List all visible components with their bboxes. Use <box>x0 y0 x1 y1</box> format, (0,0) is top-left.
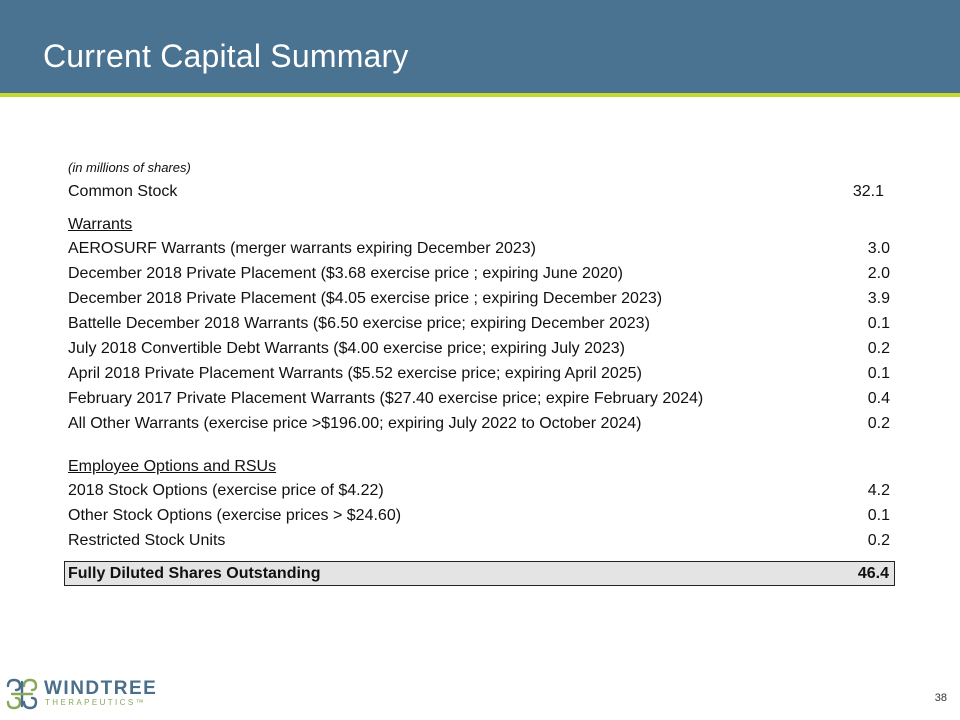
table-row <box>68 387 890 411</box>
row-value: 0.4 <box>867 390 890 407</box>
row-label: Common Stock <box>68 183 178 200</box>
page-number: 38 <box>934 692 947 704</box>
row-label: Restricted Stock Units <box>68 532 226 549</box>
row-value: 4.2 <box>867 482 890 499</box>
logo-wordmark: WINDTREE <box>44 678 158 699</box>
row-value: 0.2 <box>867 340 890 357</box>
windtree-logo <box>4 676 158 712</box>
row-value: 32.1 <box>852 183 884 200</box>
row-label: April 2018 Private Placement Warrants ($5.52 exercise price; expiring April 2025) <box>68 365 642 382</box>
row-label: Battelle December 2018 Warrants ($6.50 exercise price; expiring December 2023) <box>68 315 650 332</box>
row-label: AEROSURF Warrants (merger warrants expiring December 2023) <box>68 240 536 257</box>
row-value: 3.0 <box>867 240 890 257</box>
row-label: Other Stock Options (exercise prices > $24.60) <box>68 507 402 524</box>
total-label: Fully Diluted Shares Outstanding <box>68 565 321 582</box>
row-label: 2018 Stock Options (exercise price of $4.22) <box>68 482 384 499</box>
row-label: December 2018 Private Placement ($3.68 exercise price ; expiring June 2020) <box>68 265 623 282</box>
row-value: 0.2 <box>867 415 890 432</box>
windtree-tree-icon <box>4 676 40 712</box>
total-value: 46.4 <box>857 565 889 582</box>
table-row <box>68 312 890 336</box>
row-value: 2.0 <box>867 265 890 282</box>
total-row <box>64 561 895 586</box>
common-stock-row <box>68 180 890 204</box>
logo-subtitle: THERAPEUTICS™ <box>45 698 146 707</box>
table-row <box>68 237 890 261</box>
row-value: 0.2 <box>867 532 890 549</box>
row-value: 0.1 <box>867 315 890 332</box>
table-row <box>68 479 890 503</box>
table-row <box>68 287 890 311</box>
table-row <box>68 337 890 361</box>
row-label: February 2017 Private Placement Warrants ($27.40 exercise price; expire February 2024) <box>68 390 704 407</box>
table-row <box>68 262 890 286</box>
warrants-heading: Warrants <box>68 216 133 233</box>
table-row <box>68 412 890 436</box>
row-label: All Other Warrants (exercise price >$196.00; expiring July 2022 to October 2024) <box>68 415 642 432</box>
table-row <box>68 504 890 528</box>
row-value: 0.1 <box>867 365 890 382</box>
row-value: 3.9 <box>867 290 890 307</box>
table-row <box>68 362 890 386</box>
title-underline-rule <box>0 93 960 97</box>
units-note: (in millions of shares) <box>68 160 191 175</box>
page-title: Current Capital Summary <box>43 38 409 74</box>
table-row <box>68 529 890 553</box>
row-label: July 2018 Convertible Debt Warrants ($4.00 exercise price; expiring July 2023) <box>68 340 626 357</box>
row-value: 0.1 <box>867 507 890 524</box>
options-heading: Employee Options and RSUs <box>68 458 277 475</box>
row-label: December 2018 Private Placement ($4.05 exercise price ; expiring December 2023) <box>68 290 663 307</box>
